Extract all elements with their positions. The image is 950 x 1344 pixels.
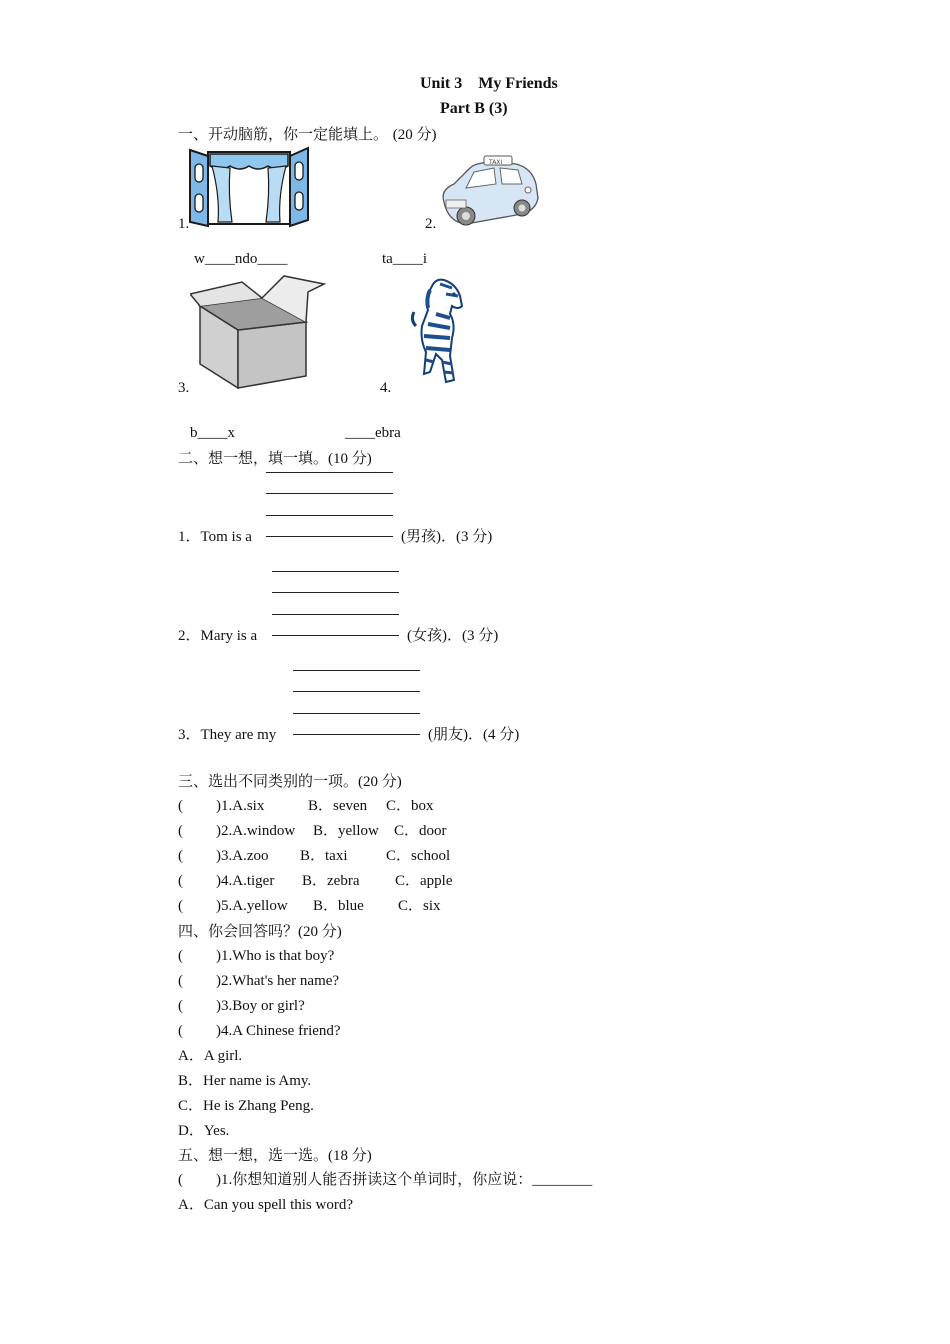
s4-q1-text: )1.Who is that boy? — [216, 948, 335, 964]
s4-q3-text: )3.Boy or girl? — [216, 998, 305, 1014]
s4-question-2 — [178, 971, 339, 991]
s4-answer-a: A．A girl. — [178, 1048, 243, 1064]
q3-answer-line[interactable] — [293, 734, 420, 735]
section5-title: 五、想一想，选一选。 — [178, 1146, 329, 1164]
taxi-icon — [436, 154, 540, 235]
answer-paren[interactable]: ( — [178, 1172, 183, 1188]
q2-write-line-1[interactable] — [272, 571, 399, 572]
section3-title: 三、选出不同类别的一项。 — [178, 772, 359, 790]
box-icon — [190, 272, 326, 397]
item2-blank-word: ta____i — [382, 251, 427, 267]
q3-prefix: 3．They are my — [178, 727, 277, 743]
q2-write-line-3[interactable] — [272, 614, 399, 615]
answer-paren[interactable]: ( — [178, 948, 183, 964]
s3-q3-b: B．taxi — [300, 848, 348, 864]
section1-points: (20 分) — [392, 127, 437, 143]
item4-number: 4. — [380, 380, 392, 396]
s3-q1-a: )1.A.six — [216, 798, 265, 814]
s3-row-5 — [178, 896, 288, 916]
answer-paren[interactable]: ( — [178, 898, 183, 914]
s4-question-4 — [178, 1021, 341, 1041]
s3-q2-a: )2.A.window — [216, 823, 296, 839]
s3-row-4 — [178, 871, 274, 891]
s3-q5-a: )5.A.yellow — [216, 898, 288, 914]
answer-paren[interactable]: ( — [178, 798, 183, 814]
answer-paren[interactable]: ( — [178, 848, 183, 864]
s4-answer-d: D．Yes. — [178, 1123, 230, 1139]
s3-q4-c: C．apple — [395, 873, 453, 889]
q3-suffix: (朋友)．(4 分) — [428, 727, 520, 743]
s3-q1-b: B．seven — [308, 798, 368, 814]
answer-paren[interactable]: ( — [178, 873, 183, 889]
section4-title: 四、你会回答吗？ — [178, 922, 299, 940]
q1-write-line-2[interactable] — [266, 493, 393, 494]
q1-prefix: 1．Tom is a — [178, 529, 252, 545]
answer-paren[interactable]: ( — [178, 823, 183, 839]
s3-q5-c: C．six — [398, 898, 441, 914]
section5-points: (18 分) — [328, 1148, 372, 1164]
q2-write-line-2[interactable] — [272, 592, 399, 593]
section5-heading — [178, 1145, 372, 1166]
s4-question-3 — [178, 996, 305, 1016]
q1-suffix: (男孩)．(3 分) — [401, 529, 493, 545]
s3-row-3 — [178, 846, 269, 866]
q1-answer-line[interactable] — [266, 536, 393, 537]
page-title: Unit 3 My Friends — [420, 75, 558, 92]
s3-q3-c: C．school — [386, 848, 451, 864]
s5-q1-text: )1.你想知道别人能否拼读这个单词时，你应说：________ — [216, 1172, 593, 1188]
q3-write-line-3[interactable] — [293, 713, 420, 714]
q2-suffix: (女孩)．(3 分) — [407, 628, 499, 644]
item2-number: 2. — [425, 216, 437, 232]
s4-question-1 — [178, 946, 334, 966]
s3-q2-c: C．door — [394, 823, 447, 839]
item3-blank-word: b____x — [190, 425, 235, 441]
s4-answer-c: C．He is Zhang Peng. — [178, 1098, 314, 1114]
section3-heading — [178, 771, 402, 792]
s5-question-1 — [178, 1170, 592, 1190]
s3-row-2 — [178, 821, 295, 841]
q3-write-line-2[interactable] — [293, 691, 420, 692]
window-icon — [188, 146, 310, 233]
page-subtitle: Part B (3) — [440, 100, 508, 117]
s3-q2-b: B．yellow — [313, 823, 379, 839]
q3-write-line-1[interactable] — [293, 670, 420, 671]
section3-points: (20 分) — [358, 774, 402, 790]
q2-answer-line[interactable] — [272, 635, 399, 636]
s3-row-1 — [178, 796, 264, 816]
svg-text:TAXI: TAXI — [489, 159, 503, 166]
s4-answer-b: B．Her name is Amy. — [178, 1073, 312, 1089]
q1-write-line-1[interactable] — [266, 472, 393, 473]
s3-q1-c: C．box — [386, 798, 434, 814]
section1-title: 一、开动脑筋，你一定能填上。 — [178, 125, 389, 143]
s5-q1-option-a: A．Can you spell this word? — [178, 1197, 353, 1213]
answer-paren[interactable]: ( — [178, 998, 183, 1014]
s4-q2-text: )2.What's her name? — [216, 973, 340, 989]
q1-write-line-3[interactable] — [266, 515, 393, 516]
item1-blank-word: w____ndo____ — [194, 251, 288, 267]
s3-q3-a: )3.A.zoo — [216, 848, 269, 864]
s3-q5-b: B．blue — [313, 898, 364, 914]
section2-points: (10 分) — [328, 451, 372, 467]
answer-paren[interactable]: ( — [178, 973, 183, 989]
section4-heading — [178, 921, 342, 942]
s4-q4-text: )4.A Chinese friend? — [216, 1023, 341, 1039]
section4-points: (20 分) — [298, 924, 342, 940]
zebra-icon — [406, 276, 476, 397]
q2-prefix: 2．Mary is a — [178, 628, 258, 644]
section2-title: 二、想一想，填一填。 — [178, 449, 329, 467]
item1-number: 1. — [178, 216, 190, 232]
section2-heading — [178, 448, 372, 469]
item3-number: 3. — [178, 380, 190, 396]
s3-q4-a: )4.A.tiger — [216, 873, 275, 889]
s3-q4-b: B．zebra — [302, 873, 360, 889]
answer-paren[interactable]: ( — [178, 1023, 183, 1039]
section1-heading — [178, 124, 437, 145]
item4-blank-word: ____ebra — [345, 425, 401, 441]
